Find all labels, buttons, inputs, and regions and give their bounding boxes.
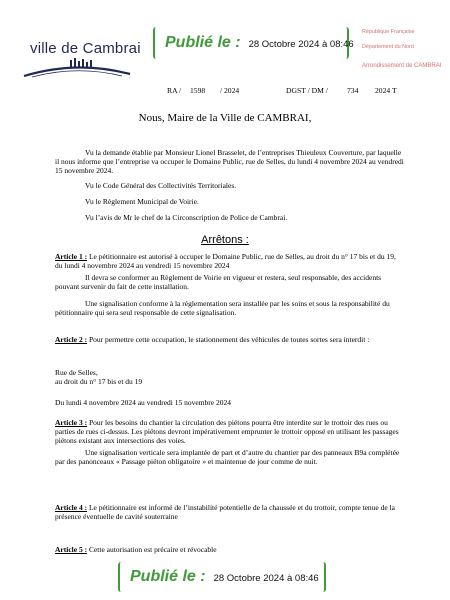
article-3-signage: Une signalisation verticale sera implantée de part et d’autre du chantier par des panneaux B9a complétée par des panonceaux « Passage piéton obligatoire » et maintenue de jour comme de nuit.	[55, 448, 400, 467]
city-logo-text: ville de Cambrai	[30, 40, 141, 57]
ra-year: / 2024	[220, 86, 240, 95]
republic-label: République Française	[362, 29, 415, 35]
published-date: 28 Octobre 2024 à 08:46	[248, 39, 354, 50]
article-4-label: Article 4 :	[55, 503, 88, 512]
article-3	[55, 418, 405, 446]
administrative-header	[362, 30, 441, 80]
considerant-police: Vu l’avis de Mr le chef de la Circonscription de Police de Cambrai.	[85, 213, 288, 222]
location-detail: au droit du n° 17 bis et du 19	[55, 377, 143, 386]
dgst-label: DGST / DM /	[286, 86, 328, 95]
article-5	[55, 545, 405, 554]
publication-stamp-top	[153, 27, 354, 59]
published-date-bottom: 28 Octobre 2024 à 08:46	[213, 573, 319, 584]
published-label-bottom: Publié le :	[130, 568, 206, 585]
department-label: Département du Nord	[362, 44, 414, 51]
arrondissement-label: Arrondissement de CAMBRAI	[362, 62, 442, 69]
published-label: Publié le :	[165, 34, 241, 51]
location-street: Rue de Selles,	[55, 368, 98, 377]
period: Du lundi 4 novembre 2024 au vendredi 15 novembre 2024	[55, 398, 232, 407]
city-logo-icon	[22, 56, 132, 78]
article-4	[55, 503, 405, 521]
article-2-text: Pour permettre cette occupation, le stationnement des véhicules de toutes sortes sera interdit :	[88, 335, 370, 344]
article-3-label: Article 3 :	[55, 418, 88, 427]
dgst-number: 734	[347, 86, 359, 95]
arretons-heading: Arrêtons :	[201, 234, 249, 246]
considerant-code: Vu le Code Général des Collectivités Territoriales.	[85, 181, 237, 190]
article-5-text: Cette autorisation est précaire et révocable	[88, 545, 217, 554]
article-2	[55, 335, 405, 344]
article-1-responsibility: Il devra se conformer au Règlement de Voirie en vigueur et restera, seul responsable, des accidents pouvant survenir du fait de cette installation.	[55, 273, 382, 292]
article-1	[55, 252, 405, 270]
article-3-text: Pour les besoins du chantier la circulation des piétons pourra être interdite sur le trottoir des rues ou parties de rues ci-dessus. Les piétons devront impérativement emprunter le trottoir opposé en utilisant les passages piétons existant aux intersections des voies.	[55, 418, 399, 446]
document-title: Nous, Maire de la Ville de CAMBRAI,	[138, 112, 312, 124]
considerant-reglement: Vu le Règlement Municipal de Voirie.	[85, 197, 199, 206]
article-1-signage: Une signalisation conforme à la réglementation sera installée par les soins et sous la responsabilité du pétitionnaire qui sera seul responsable de cette signalisation.	[55, 299, 390, 318]
dgst-year: 2024 T	[375, 86, 397, 95]
ra-label: RA /	[167, 86, 182, 95]
article-2-label: Article 2 :	[55, 335, 88, 344]
publication-stamp-bottom	[118, 562, 326, 592]
article-1-text: Le pétitionnaire est autorisé à occuper le Domaine Public, rue de Selles, au droit du n° 17 bis et du 19, du lundi 4 novembre 2024 au vendredi 15 novembre 2024	[55, 252, 396, 271]
article-5-label: Article 5 :	[55, 545, 88, 554]
article-1-label: Article 1 :	[55, 252, 88, 261]
considerant-request: Vu la demande établie par Monsieur Lionel Brasselet, de l’entreprises Thieuleux Couverture, par laquelle il nous informe que l’entreprise va occuper le Domaine Public, rue de Selles, du lundi 4 novembre 2024 au vendredi 15 novembre 2024.	[55, 148, 404, 176]
article-4-text: Le pétitionnaire est informé de l’instabilité potentielle de la chaussée et du trottoir, compte tenue de la présence éventuelle de cavité souterraine	[55, 503, 396, 522]
ra-number: 1598	[190, 86, 206, 95]
